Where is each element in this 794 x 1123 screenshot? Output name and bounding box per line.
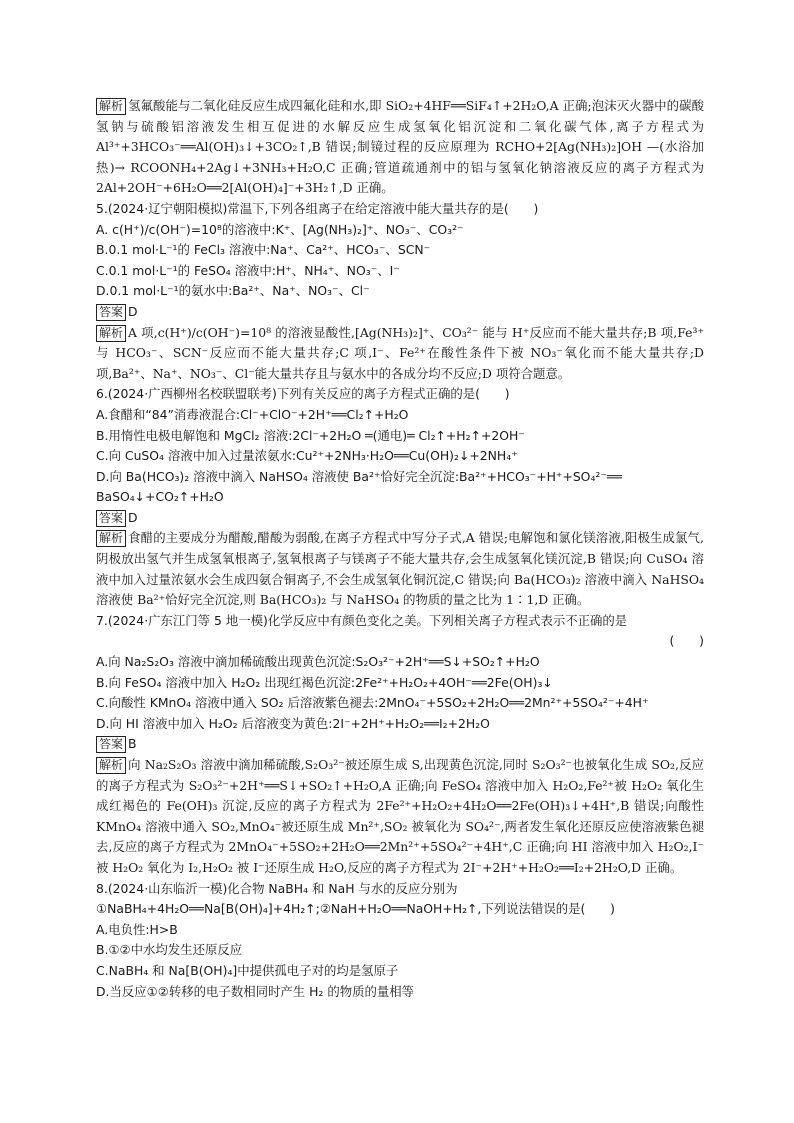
q6-answer — [96, 508, 704, 529]
q8-option-a: A.电负性:H>B — [96, 921, 178, 937]
question-5-title: 5.(2024·辽宁朝阳模拟)常温下,下列各组离子在给定溶液中能大量共存的是( ) — [96, 200, 539, 216]
analysis-tag: 解析 — [96, 98, 126, 115]
q5-answer-value: D — [128, 303, 138, 319]
q5-analysis — [96, 323, 704, 385]
q7-option-d: D.向 HI 溶液中加入 H₂O₂ 后溶液变为黄色:2I⁻+2H⁺+H₂O₂══I₂+2H₂O — [96, 715, 490, 731]
answer-tag: 答案 — [96, 304, 126, 321]
analysis-tag: 解析 — [96, 757, 126, 774]
answer-tag: 答案 — [96, 510, 126, 527]
q7-answer-value: B — [128, 736, 137, 752]
q5-analysis-text: A 项,c(H⁺)/c(OH⁻)=10⁸ 的溶液显酸性,[Ag(NH₃)₂]⁺、CO₃²⁻ 能与 H⁺反应而不能大量共存;B 项,Fe³⁺与 HCO₃⁻、SCN⁻反应而不能大量共存;C 项,I⁻、Fe²⁺在酸性条件下被 NO₃⁻氧化而不能大量共存;D 项,Ba²⁺、Na⁺、NO₃⁻、Cl⁻能大量共存且与氨水中的各成分均不反应;D 项符合题意。 — [96, 324, 704, 381]
q7-option-a: A.向 Na₂S₂O₃ 溶液中滴加稀硫酸出现黄色沉淀:S₂O₃²⁻+2H⁺══S↓+SO₂↑+H₂O — [96, 654, 540, 670]
q6-option-c: C.向 CuSO₄ 溶液中加入过量浓氨水:Cu²⁺+2NH₃·H₂O══Cu(OH)₂↓+2NH₄⁺ — [96, 448, 518, 464]
analysis-tag: 解析 — [96, 325, 126, 342]
q6-analysis-text: 食醋的主要成分为醋酸,醋酸为弱酸,在离子方程式中写分子式,A 错误;电解饱和氯化镁溶液,阳极生成氯气,阴极放出氢气并生成氢氧根离子,氢氧根离子与镁离子不能大量共存,会生成氢氧化镁沉淀,B 错误;向 CuSO₄ 溶液中加入过量浓氨水会生成四氨合铜离子,不会生成氢氧化铜沉淀,C 错误;向 Ba(HCO₃)₂ 溶液中滴入 NaHSO₄ 溶液使 Ba²⁺恰好完全沉淀,则 Ba(HCO₃)₂ 与 NaHSO₄ 的物质的量之比为 1∶1,D 正确。 — [96, 530, 704, 608]
q5-option-c: C.0.1 mol·L⁻¹的 FeSO₄ 溶液中:H⁺、NH₄⁺、NO₃⁻、I⁻ — [96, 262, 400, 278]
q8-option-c: C.NaBH₄ 和 Na[B(OH)₄]中提供孤电子对的均是氢原子 — [96, 962, 399, 978]
answer-tag: 答案 — [96, 736, 126, 753]
q7-analysis — [96, 755, 704, 879]
q7-analysis-text: 向 Na₂S₂O₃ 溶液中滴加稀硫酸,S₂O₃²⁻被还原生成 S,出现黄色沉淀,同时 S₂O₃²⁻也被氧化生成 SO₂,反应的离子方程式为 S₂O₃²⁻+2H⁺══S↓+SO₂↑+H₂O,A 正确;向 FeSO₄ 溶液中加入 H₂O₂,Fe²⁺被 H₂O₂ 氧化生成红褐色的 Fe(OH)₃ 沉淀,反应的离子方程式为 2Fe²⁺+H₂O₂+4H₂O══2Fe(OH)₃↓+4H⁺,B 错误;向酸性 KMnO₄ 溶液中通入 SO₂,MnO₄⁻被还原生成 Mn²⁺,SO₂ 被氧化为 SO₄²⁻,两者发生氧化还原反应使溶液紫色褪去,反应的离子方程式为 2MnO₄⁻+5SO₂+2H₂O══2Mn²⁺+5SO₄²⁻+4H⁺,C 正确;向 HI 溶液中加入 H₂O₂,I⁻被 H₂O₂ 氧化为 I₂,H₂O₂ 被 I⁻还原生成 H₂O,反应的离子方程式为 2I⁻+2H⁺+H₂O₂══I₂+2H₂O,D 正确。 — [96, 757, 704, 875]
analysis-tag: 解析 — [96, 530, 126, 547]
q8-option-d: D.当反应①②转移的电子数相同时产生 H₂ 的物质的量相等 — [96, 983, 415, 999]
q6-option-d-cont: BaSO₄↓+CO₂↑+H₂O — [96, 489, 224, 505]
question-8-title: 8.(2024·山东临沂一模)化合物 NaBH₄ 和 NaH 与水的反应分别为①NaBH₄+4H₂O══Na[B(OH)₄]+4H₂↑;②NaH+H₂O══NaOH+H₂↑,下列说法错误的是( ) — [96, 880, 615, 917]
q5-option-d: D.0.1 mol·L⁻¹的氨水中:Ba²⁺、Na⁺、NO₃⁻、Cl⁻ — [96, 283, 370, 299]
q5-answer — [96, 302, 704, 323]
q8-option-b: B.①②中水均发生还原反应 — [96, 942, 243, 958]
q7-answer — [96, 734, 704, 755]
analysis-block-q4 — [96, 96, 704, 199]
page-content — [96, 96, 704, 1002]
q6-analysis — [96, 528, 704, 610]
q7-option-c: C.向酸性 KMnO₄ 溶液中通入 SO₂ 后溶液紫色褪去:2MnO₄⁻+5SO₂+2H₂O══2Mn²⁺+5SO₄²⁻+4H⁺ — [96, 695, 649, 711]
question-6-title: 6.(2024·广西柳州名校联盟联考)下列有关反应的离子方程式正确的是( ) — [96, 386, 510, 402]
question-7-title: 7.(2024·广东江门等 5 地一模)化学反应中有颜色变化之美。下列相关离子方程式表示不正确的是 — [96, 612, 628, 628]
analysis-text: 氢氟酸能与二氧化硅反应生成四氟化硅和水,即 SiO₂+4HF══SiF₄↑+2H₂O,A 正确;泡沫灭火器中的碳酸氢钠与硫酸铝溶液发生相互促进的水解反应生成氢氧化铝沉淀和二氧化碳气体,离子方程式为 Al³⁺+3HCO₃⁻══Al(OH)₃↓+3CO₂↑,B 错误;制镜过程的反应原理为 RCHO+2[Ag(NH₃)₂]OH —(水浴加热)→ RCOONH₄+2Ag↓+3NH₃+H₂O,C 正确;管道疏通剂中的铝与氢氧化钠溶液反应的离子方程式为 2Al+2OH⁻+6H₂O══2[Al(OH)₄]⁻+3H₂↑,D 正确。 — [96, 98, 704, 196]
q7-answer-paren: ( ) — [669, 633, 704, 649]
q5-option-a: A. c(H⁺)/c(OH⁻)=10⁸的溶液中:K⁺、[Ag(NH₃)₂]⁺、NO₃⁻、CO₃²⁻ — [96, 221, 464, 237]
q7-option-b: B.向 FeSO₄ 溶液中加入 H₂O₂ 出现红褐色沉淀:2Fe²⁺+H₂O₂+4OH⁻══2Fe(OH)₃↓ — [96, 674, 553, 690]
q5-option-b: B.0.1 mol·L⁻¹的 FeCl₃ 溶液中:Na⁺、Ca²⁺、HCO₃⁻、SCN⁻ — [96, 242, 431, 258]
q6-answer-value: D — [128, 509, 138, 525]
q6-option-a: A.食醋和“84”消毒液混合:Cl⁻+ClO⁻+2H⁺══Cl₂↑+H₂O — [96, 406, 409, 422]
q6-option-d: D.向 Ba(HCO₃)₂ 溶液中滴入 NaHSO₄ 溶液使 Ba²⁺恰好完全沉淀:Ba²⁺+HCO₃⁻+H⁺+SO₄²⁻══ — [96, 468, 622, 484]
q6-option-b: B.用惰性电极电解饱和 MgCl₂ 溶液:2Cl⁻+2H₂O ═(通电)═ Cl₂↑+H₂↑+2OH⁻ — [96, 427, 525, 443]
